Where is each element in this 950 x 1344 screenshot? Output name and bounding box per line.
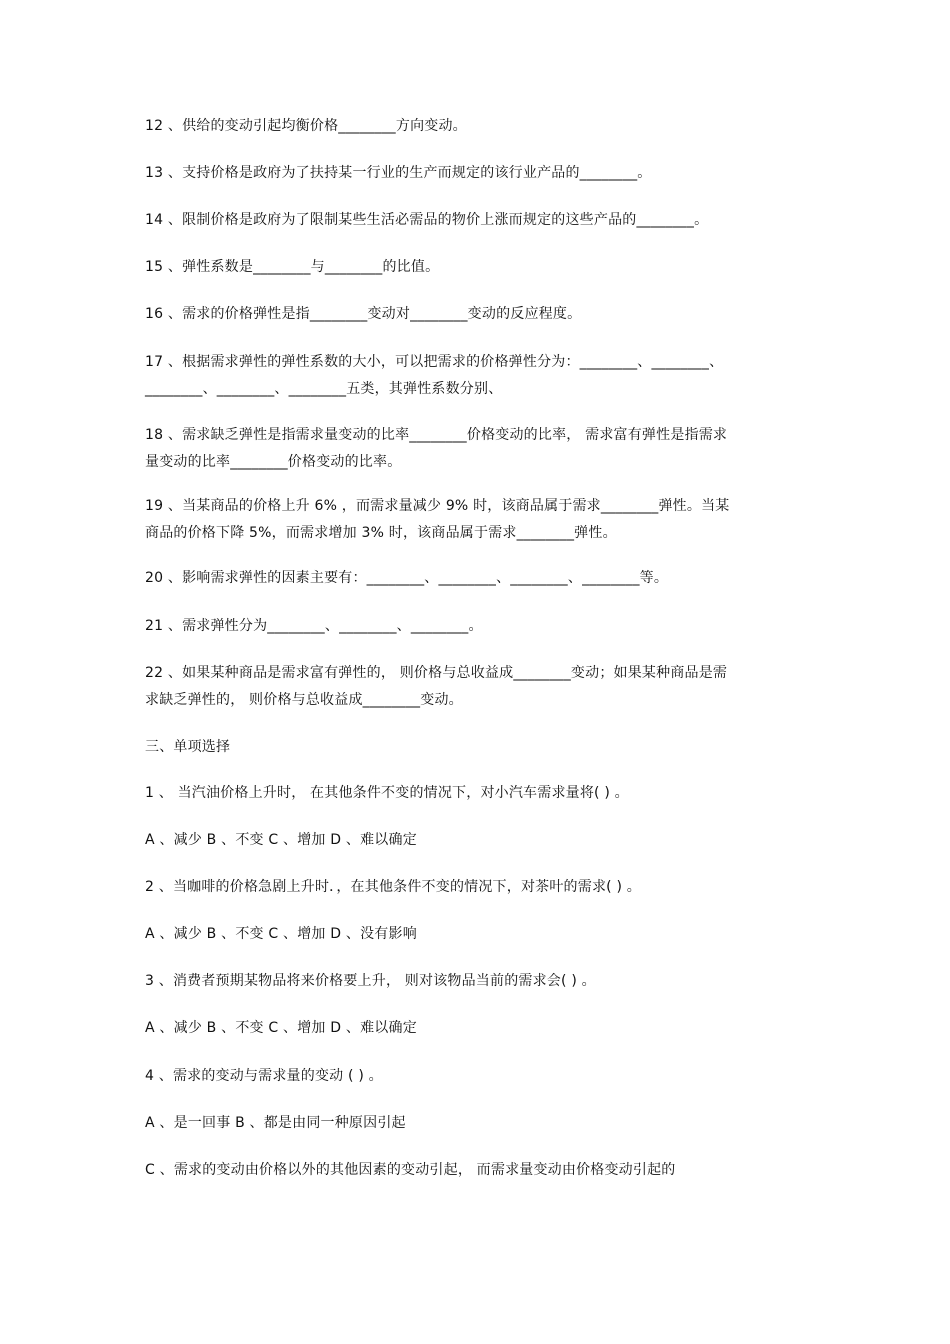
question-22-line-2: 求缺乏弹性的， 则价格与总收益成________变动。 bbox=[145, 692, 463, 708]
question-17-line-1: 17 、根据需求弹性的弹性系数的大小，可以把需求的价格弹性分为：________、________、 bbox=[145, 354, 724, 370]
mc-options-1: A 、减少 B 、不变 C 、增加 D 、难以确定 bbox=[145, 832, 417, 848]
mc-options-4-ab: A 、是一回事 B 、都是由同一种原因引起 bbox=[145, 1115, 406, 1131]
question-17-line-2: ________、________、________五类，其弹性系数分别、 bbox=[145, 381, 503, 397]
mc-question-3: 3 、消费者预期某物品将来价格要上升， 则对该物品当前的需求会( ) 。 bbox=[145, 973, 596, 989]
question-22-line-1: 22 、如果某种商品是需求富有弹性的， 则价格与总收益成________变动；如果某种商品是需 bbox=[145, 665, 728, 681]
question-19-line-1: 19 、当某商品的价格上升 6% ，而需求量减少 9% 时，该商品属于需求________弹性。当某 bbox=[145, 498, 730, 514]
question-18-line-2: 量变动的比率________价格变动的比率。 bbox=[145, 454, 402, 470]
mc-options-4-c: C 、需求的变动由价格以外的其他因素的变动引起， 而需求量变动由价格变动引起的 bbox=[145, 1162, 676, 1178]
question-16: 16 、需求的价格弹性是指________变动对________变动的反应程度。 bbox=[145, 306, 582, 322]
section-heading: 三、单项选择 bbox=[145, 739, 231, 755]
mc-question-4: 4 、需求的变动与需求量的变动 ( ) 。 bbox=[145, 1068, 383, 1084]
question-12: 12 、供给的变动引起均衡价格________方向变动。 bbox=[145, 118, 467, 134]
mc-options-2: A 、减少 B 、不变 C 、增加 D 、没有影响 bbox=[145, 926, 417, 942]
question-14: 14 、限制价格是政府为了限制某些生活必需品的物价上涨而规定的这些产品的________。 bbox=[145, 212, 709, 228]
question-15: 15 、弹性系数是________与________的比值。 bbox=[145, 259, 440, 275]
question-18-line-1: 18 、需求缺乏弹性是指需求量变动的比率________价格变动的比率， 需求富有弹性是指需求 bbox=[145, 427, 728, 443]
question-13: 13 、支持价格是政府为了扶持某一行业的生产而规定的该行业产品的________。 bbox=[145, 165, 652, 181]
mc-question-2: 2 、当咖啡的价格急剧上升时．，在其他条件不变的情况下，对茶叶的需求( ) 。 bbox=[145, 879, 641, 895]
question-19-line-2: 商品的价格下降 5%，而需求增加 3% 时，该商品属于需求________弹性。 bbox=[145, 525, 617, 541]
mc-options-3: A 、减少 B 、不变 C 、增加 D 、难以确定 bbox=[145, 1020, 417, 1036]
question-21: 21 、需求弹性分为________、________、________。 bbox=[145, 618, 483, 634]
question-20: 20 、影响需求弹性的因素主要有：________、________、________、________等。 bbox=[145, 570, 669, 586]
mc-question-1: 1 、 当汽油价格上升时， 在其他条件不变的情况下，对小汽车需求量将( ) 。 bbox=[145, 785, 629, 801]
